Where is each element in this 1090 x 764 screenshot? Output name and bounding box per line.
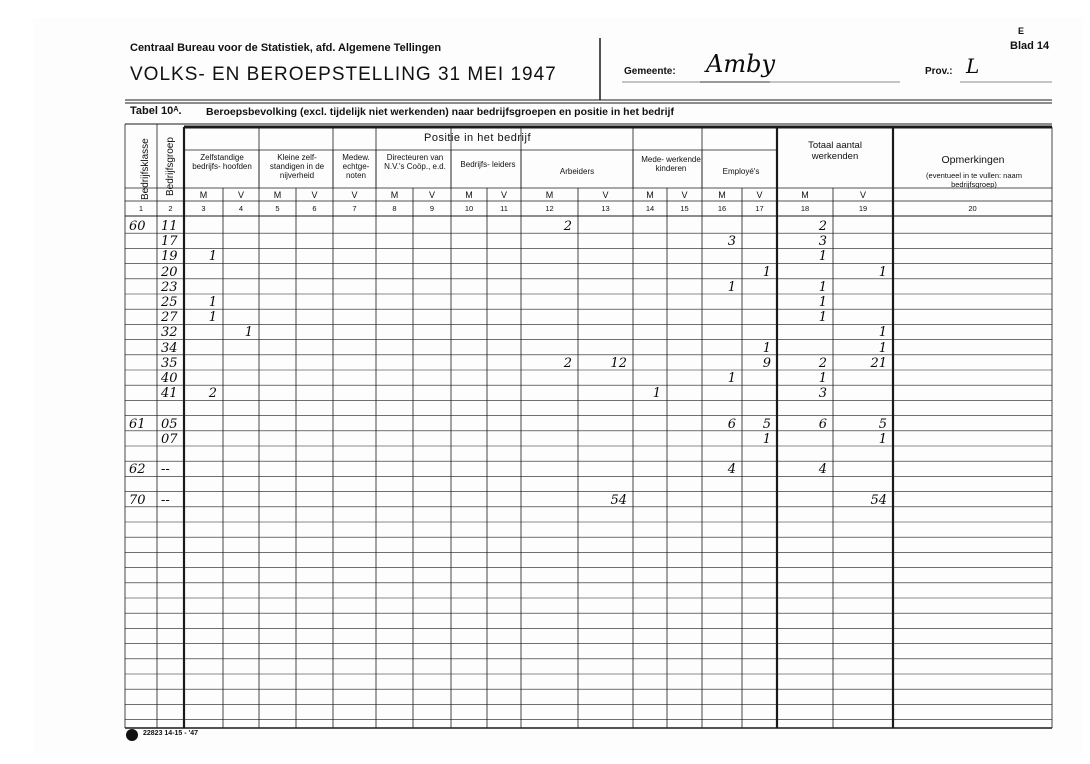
- cell-value-c12: 2: [563, 355, 572, 371]
- sex-label: V: [351, 190, 358, 200]
- cell-value-c18: 2: [818, 355, 827, 371]
- cell-value-c14: 1: [652, 386, 661, 402]
- header-opmerkingen-note: (eventueel in te vullen: naam bedrijfsgroep): [926, 171, 1022, 189]
- column-number: 19: [858, 204, 868, 213]
- cell-value-c19: 5: [878, 416, 887, 432]
- form-title: VOLKS- EN BEROEPSTELLING 31 MEI 1947: [130, 64, 557, 85]
- header-bedrijfsgroep: Bedrijfsgroep: [165, 137, 176, 196]
- bedrijfsgroep-value: 32: [161, 325, 178, 341]
- cell-value-c12: 2: [563, 219, 572, 234]
- column-number: 9: [429, 204, 435, 213]
- cell-value-c18: 2: [818, 219, 827, 234]
- bedrijfsgroep-value: 19: [161, 249, 178, 265]
- bedrijfsgroep-value: 07: [161, 431, 178, 447]
- bedrijfsgroep-value: 25: [161, 295, 178, 310]
- cell-value-c18: 4: [818, 462, 827, 478]
- column-number: 20: [968, 204, 977, 213]
- cell-value-c17: 1: [762, 264, 771, 280]
- cell-value-c17: 9: [762, 355, 771, 371]
- cell-value-c18: 1: [818, 279, 827, 295]
- column-number: 4: [238, 204, 244, 213]
- cell-value-c18: 1: [818, 249, 827, 265]
- cell-value-c19: 1: [878, 264, 887, 280]
- sex-label: M: [273, 190, 282, 200]
- column-number: 7: [352, 204, 357, 213]
- cell-value-c18: 1: [818, 295, 827, 310]
- column-number: 8: [392, 204, 397, 213]
- cell-value-c16: 4: [727, 462, 736, 478]
- bedrijfsgroep-value: 05: [161, 416, 178, 432]
- bedrijfsgroep-value: --: [161, 492, 170, 508]
- cell-value-c17: 1: [762, 340, 771, 356]
- column-number: 10: [464, 204, 474, 213]
- print-code: 22823 14-15 - '47: [143, 730, 198, 737]
- sex-label: M: [465, 190, 473, 200]
- cell-value-c13: 12: [610, 355, 627, 371]
- cell-value-c3: 1: [208, 310, 217, 326]
- cell-value-c16: 1: [727, 279, 736, 295]
- bedrijfsgroep-value: --: [161, 462, 170, 478]
- header-directeuren: Directeuren van N.V.'s Coöp., e.d.: [384, 153, 446, 171]
- cell-value-c17: 1: [762, 431, 771, 447]
- cell-value-c17: 5: [762, 416, 771, 432]
- cell-value-c19: 1: [878, 431, 887, 447]
- column-number: 12: [545, 204, 554, 213]
- cell-value-c18: 1: [818, 371, 827, 386]
- column-number: 3: [201, 204, 206, 213]
- cell-value-c3: 1: [208, 249, 217, 265]
- bedrijfsgroep-value: 11: [161, 219, 178, 234]
- cell-value-c18: 3: [818, 386, 827, 402]
- bedrijfsklasse-value: 61: [129, 416, 146, 432]
- column-number: 1: [138, 204, 144, 213]
- bedrijfsgroep-value: 20: [161, 264, 178, 280]
- sex-label: M: [545, 190, 554, 200]
- sex-label: M: [390, 190, 399, 200]
- bedrijfsklasse-value: 62: [129, 462, 146, 478]
- bedrijfsklasse-value: 60: [129, 219, 146, 234]
- cell-value-c19: 1: [878, 325, 887, 341]
- cell-value-c19: 54: [870, 492, 887, 508]
- sex-label: V: [500, 190, 507, 200]
- column-number: 15: [680, 204, 689, 213]
- cell-value-c18: 6: [818, 416, 827, 432]
- header-opmerkingen: Opmerkingen: [941, 154, 1005, 166]
- header-medewerkende-kinderen: Mede- werkende kinderen: [641, 155, 701, 173]
- table-number: Tabel 10ᴬ.: [130, 105, 182, 117]
- cell-value-c3: 2: [208, 386, 217, 402]
- sex-label: V: [428, 190, 435, 200]
- cell-value-c4: 1: [244, 325, 253, 341]
- sex-label: V: [311, 190, 318, 200]
- bedrijfsgroep-value: 23: [161, 279, 178, 295]
- table-title: Beroepsbevolking (excl. tijdelijk niet werkenden) naar bedrijfsgroepen en positie in het bedrijf: [206, 106, 674, 118]
- header-totaal: Totaal aantal werkenden: [808, 140, 862, 162]
- cell-value-c16: 6: [727, 416, 736, 432]
- cell-value-c3: 1: [208, 295, 217, 310]
- column-number: 6: [312, 204, 317, 213]
- column-number: 11: [500, 204, 508, 213]
- sex-label: V: [859, 190, 866, 200]
- prov-value: L: [966, 54, 980, 78]
- header-employes: Employé's: [722, 167, 760, 176]
- sex-label: M: [801, 190, 809, 200]
- header-zelfstandige: Zelfstandige bedrijfs- hoofden: [192, 153, 252, 171]
- bedrijfsklasse-value: 70: [129, 492, 146, 508]
- cell-value-c18: 3: [818, 234, 827, 250]
- cell-value-c19: 1: [878, 340, 887, 356]
- sex-label: V: [681, 190, 688, 200]
- gemeente-label: Gemeente:: [624, 66, 676, 77]
- sex-label: M: [199, 190, 208, 200]
- bedrijfsgroep-value: 17: [161, 234, 178, 250]
- blad-mark: E: [1018, 26, 1025, 36]
- cell-value-c19: 21: [870, 355, 887, 371]
- sex-label: V: [602, 190, 609, 200]
- header-bedrijfsleiders: Bedrijfs- leiders: [460, 160, 516, 169]
- sex-label: M: [718, 190, 726, 200]
- sex-label: M: [646, 190, 654, 200]
- bedrijfsgroep-value: 41: [161, 386, 178, 402]
- blad-number: Blad 14: [1010, 40, 1050, 52]
- header-positie: Positie in het bedrijf: [424, 132, 531, 144]
- column-number: 16: [717, 204, 727, 213]
- cell-value-c18: 1: [818, 310, 827, 326]
- sex-label: V: [237, 190, 244, 200]
- sex-label: V: [756, 190, 763, 200]
- cell-value-c13: 54: [610, 492, 627, 508]
- column-number: 14: [645, 204, 655, 213]
- header-medew-echtgenoten: Medew. echtge- noten: [342, 153, 370, 180]
- cell-value-c16: 1: [727, 371, 736, 386]
- prov-label: Prov.:: [925, 66, 953, 77]
- column-number: 17: [755, 204, 764, 213]
- column-number: 13: [601, 204, 610, 213]
- bedrijfsgroep-value: 35: [161, 355, 178, 371]
- bedrijfsgroep-value: 27: [161, 310, 178, 326]
- office-line: Centraal Bureau voor de Statistiek, afd. Algemene Tellingen: [130, 42, 442, 54]
- cell-value-c16: 3: [727, 234, 736, 250]
- header-arbeiders: Arbeiders: [559, 167, 595, 176]
- bedrijfsgroep-value: 40: [161, 371, 178, 386]
- header-bedrijfsklasse: Bedrijfsklasse: [140, 138, 151, 200]
- gemeente-value: Amby: [706, 50, 776, 78]
- column-number: 5: [275, 204, 280, 213]
- column-number: 18: [800, 204, 810, 213]
- column-number: 2: [168, 204, 173, 213]
- header-kleine-zelfstandigen: Kleine zelf- standigen in de nijverheid: [269, 153, 325, 180]
- bedrijfsgroep-value: 34: [161, 340, 178, 356]
